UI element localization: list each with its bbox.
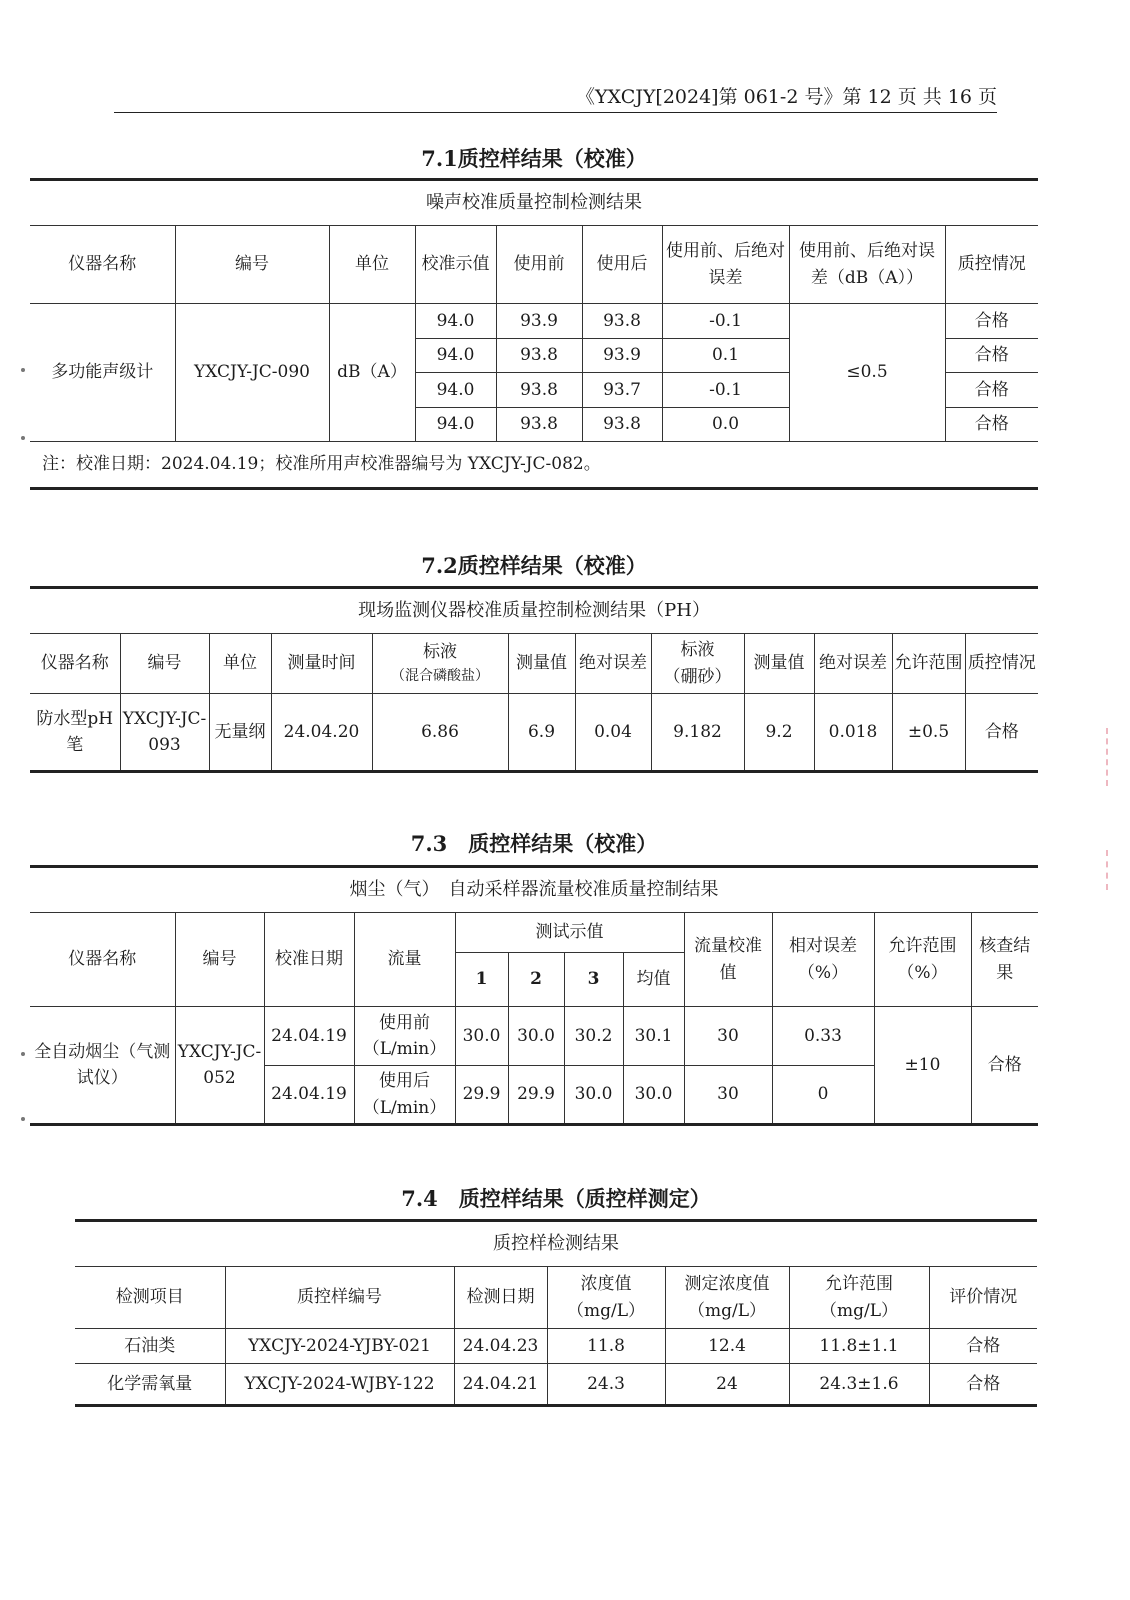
header-cell: 核查结果 (971, 913, 1038, 1007)
header-cell: 编号 (175, 226, 329, 304)
cell: 30 (684, 1066, 772, 1125)
cell: 30.0 (508, 1007, 564, 1066)
table-row (30, 304, 1038, 339)
cell: YXCJY-2024-WJBY-122 (225, 1364, 454, 1406)
calibration-note: 注：校准日期：2024.04.19；校准所用声校准器编号为 YXCJY-JC-082。 (30, 442, 1038, 489)
section-title-7-4: 7.4 质控样结果（质控样测定） (401, 1186, 711, 1211)
header-cell: 使用后 (582, 226, 662, 304)
error-limit: ≤0.5 (789, 304, 945, 442)
cell: 93.7 (582, 373, 662, 408)
header-cell: 质控情况 (965, 634, 1038, 694)
cell: 30.0 (564, 1066, 623, 1125)
seal-fragment (1106, 850, 1122, 890)
header-cell: 评价情况 (929, 1267, 1037, 1329)
header-cell (651, 634, 744, 694)
ph-calibration-table (30, 586, 1038, 773)
cell: 30.0 (623, 1066, 684, 1125)
header-line: 标液 (680, 640, 715, 661)
cell: 9.182 (651, 694, 744, 772)
header-cell: 质控样编号 (225, 1267, 454, 1329)
cell: 93.8 (496, 408, 582, 442)
qc-sample-table (75, 1219, 1037, 1407)
cell: 30.0 (455, 1007, 508, 1066)
cell: 94.0 (415, 304, 496, 339)
cell: 6.86 (372, 694, 508, 772)
binding-dot (21, 436, 25, 440)
noise-calibration-table (30, 178, 1038, 490)
cell: 24.04.21 (454, 1364, 547, 1406)
result-cell: 合格 (945, 339, 1038, 373)
cell: 30.1 (623, 1007, 684, 1066)
cell: 使用前（L/min） (354, 1007, 455, 1066)
cell: 93.8 (496, 373, 582, 408)
header-cell: 质控情况 (945, 226, 1038, 304)
header-row (30, 634, 1038, 694)
header-line: 标液 (423, 642, 457, 663)
header-cell: 仪器名称 (30, 634, 120, 694)
cell: 24.04.20 (271, 694, 372, 772)
table-caption: 质控样检测结果 (75, 1221, 1037, 1267)
table-caption: 烟尘（气） 自动采样器流量校准质量控制结果 (30, 867, 1038, 913)
header-cell: 仪器名称 (30, 226, 175, 304)
cell: 24.04.23 (454, 1329, 547, 1364)
cell: 石油类 (75, 1329, 225, 1364)
cell: 30 (684, 1007, 772, 1066)
cell: 24.3±1.6 (789, 1364, 929, 1406)
header-cell: 绝对误差 (575, 634, 651, 694)
cell: 93.8 (582, 304, 662, 339)
header-cell: 使用前、后绝对误差 (662, 226, 789, 304)
header-cell: 允许范围（%） (874, 913, 971, 1007)
result-cell: 合格 (929, 1364, 1037, 1406)
header-cell: 仪器名称 (30, 913, 175, 1007)
header-cell: 单位 (209, 634, 271, 694)
allowed-range: ±10 (874, 1007, 971, 1125)
cell: 12.4 (665, 1329, 789, 1364)
header-cell: 均值 (623, 953, 684, 1007)
cell: 0 (772, 1066, 874, 1125)
header-cell: 校准示值 (415, 226, 496, 304)
table-row (75, 1329, 1037, 1364)
result-cell: 合格 (929, 1329, 1037, 1364)
header-cell: 允许范围 (892, 634, 965, 694)
header-row (30, 226, 1038, 304)
header-row (30, 913, 1038, 953)
table-caption: 噪声校准质量控制检测结果 (30, 180, 1038, 226)
unit: dB（A） (329, 304, 415, 442)
header-cell: 绝对误差 (814, 634, 892, 694)
cell: YXCJY-JC-093 (120, 694, 209, 772)
section-title-7-2: 7.2质控样结果（校准） (421, 553, 647, 578)
table-row (75, 1364, 1037, 1406)
page-header: 《YXCJY[2024]第 061-2 号》第 12 页 共 16 页 (114, 82, 997, 113)
header-cell: 测量时间 (271, 634, 372, 694)
cell: 使用后（L/min） (354, 1066, 455, 1125)
instrument-name: 多功能声级计 (30, 304, 175, 442)
header-cell (372, 634, 508, 694)
result-cell: 合格 (971, 1007, 1038, 1125)
cell: 93.9 (496, 304, 582, 339)
header-cell: 浓度值（mg/L） (547, 1267, 665, 1329)
instrument-name: 全自动烟尘（气测试仪） (30, 1007, 175, 1125)
cell: 9.2 (744, 694, 814, 772)
result-cell: 合格 (945, 373, 1038, 408)
binding-dot (21, 1117, 25, 1121)
cell: -0.1 (662, 304, 789, 339)
cell: 24.3 (547, 1364, 665, 1406)
cell: 无量纲 (209, 694, 271, 772)
result-cell: 合格 (965, 694, 1038, 772)
header-cell: 编号 (175, 913, 264, 1007)
cell: 93.8 (582, 408, 662, 442)
instrument-code: YXCJY-JC-052 (175, 1007, 264, 1125)
section-title-7-3: 7.3 质控样结果（校准） (410, 831, 658, 856)
cell: 29.9 (455, 1066, 508, 1125)
flow-calibration-table (30, 865, 1038, 1126)
cell: 24.04.19 (264, 1066, 354, 1125)
cell: YXCJY-2024-YJBY-021 (225, 1329, 454, 1364)
section-title-7-1: 7.1质控样结果（校准） (421, 146, 647, 171)
cell: 94.0 (415, 339, 496, 373)
binding-dot (21, 368, 25, 372)
cell: -0.1 (662, 373, 789, 408)
cell: 11.8 (547, 1329, 665, 1364)
header-cell: 测试示值 (455, 913, 684, 953)
seal-fragment (1106, 728, 1122, 786)
header-cell: 检测日期 (454, 1267, 547, 1329)
header-cell: 使用前、后绝对误差（dB（A）） (789, 226, 945, 304)
header-cell: 单位 (329, 226, 415, 304)
cell: 0.0 (662, 408, 789, 442)
result-cell: 合格 (945, 304, 1038, 339)
cell: 94.0 (415, 408, 496, 442)
table-row (30, 1007, 1038, 1066)
cell: 6.9 (508, 694, 575, 772)
header-cell: 允许范围（mg/L） (789, 1267, 929, 1329)
cell: ±0.5 (892, 694, 965, 772)
cell: 93.8 (496, 339, 582, 373)
result-cell: 合格 (945, 408, 1038, 442)
cell: 29.9 (508, 1066, 564, 1125)
cell: 24 (665, 1364, 789, 1406)
header-cell: 测量值 (744, 634, 814, 694)
header-cell: 流量 (354, 913, 455, 1007)
cell: 11.8±1.1 (789, 1329, 929, 1364)
header-cell: 校准日期 (264, 913, 354, 1007)
header-cell: 2 (508, 953, 564, 1007)
cell: 30.2 (564, 1007, 623, 1066)
header-cell: 1 (455, 953, 508, 1007)
header-row (75, 1267, 1037, 1329)
header-cell: 测量值 (508, 634, 575, 694)
cell: 0.33 (772, 1007, 874, 1066)
cell: 93.9 (582, 339, 662, 373)
header-subline: （硼砂） (663, 666, 732, 687)
header-subline: （混合磷酸盐） (391, 667, 489, 684)
cell: 24.04.19 (264, 1007, 354, 1066)
cell: 0.1 (662, 339, 789, 373)
binding-dot (21, 1052, 25, 1056)
table-row (30, 694, 1038, 772)
cell: 0.018 (814, 694, 892, 772)
header-cell: 3 (564, 953, 623, 1007)
cell: 94.0 (415, 373, 496, 408)
cell: 防水型pH笔 (30, 694, 120, 772)
header-cell: 测定浓度值（mg/L） (665, 1267, 789, 1329)
table-caption: 现场监测仪器校准质量控制检测结果（PH） (30, 588, 1038, 634)
header-cell: 编号 (120, 634, 209, 694)
cell: 化学需氧量 (75, 1364, 225, 1406)
instrument-code: YXCJY-JC-090 (175, 304, 329, 442)
header-cell: 流量校准值 (684, 913, 772, 1007)
header-cell: 使用前 (496, 226, 582, 304)
header-cell: 相对误差（%） (772, 913, 874, 1007)
cell: 0.04 (575, 694, 651, 772)
header-cell: 检测项目 (75, 1267, 225, 1329)
